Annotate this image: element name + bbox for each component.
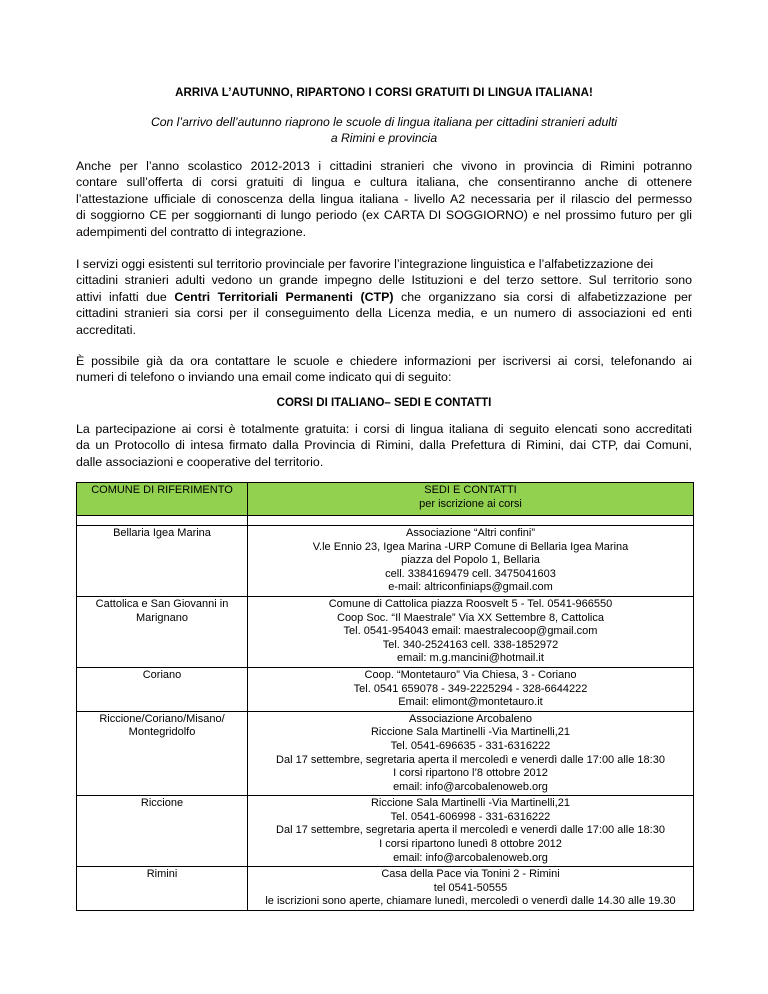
paragraph-line: numeri di telefono o inviando una email come indicato qui di seguito: — [76, 370, 452, 385]
spacer-cell — [77, 516, 248, 526]
contatti-cell — [248, 796, 694, 867]
paragraph-line — [76, 289, 692, 305]
contatti-cell — [248, 596, 694, 667]
contact-line: Dal 17 settembre, segretaria aperta il mercoledì e venerdì dalle 17:00 alle 18:30 — [276, 753, 665, 766]
document-subtitle — [0, 114, 768, 146]
subtitle-line: Con l’arrivo dell’autunno riaprono le scuole di lingua italiana per cittadini stranieri adulti — [150, 115, 618, 129]
contact-line: email: m.g.mancini@hotmail.it — [397, 652, 544, 665]
contact-line: Associazione Arcobaleno — [409, 712, 532, 725]
spacer-cell — [248, 516, 694, 526]
paragraph-line: di soggiorno CE per soggiornanti di lungo periodo (ex CARTA DI SOGGIORNO) e nel prossimo futuro per gli — [76, 208, 692, 223]
contact-line: Casa della Pace via Tonini 2 - Rimini — [381, 868, 560, 881]
contact-line: Riccione Sala Martinelli -Via Martinelli,21 — [370, 797, 571, 810]
document-title: ARRIVA L’AUTUNNO, RIPARTONO I CORSI GRATUITI DI LINGUA ITALIANA! — [175, 87, 593, 99]
paragraph-line: Anche per l’anno scolastico 2012-2013 i cittadini stranieri che vivono in provincia di Rimini potranno — [76, 159, 692, 173]
paragraph-line: adempimenti del contratto di integrazione. — [76, 224, 307, 239]
comune-cell — [77, 711, 248, 796]
contact-line: Tel. 0541-606998 - 331-6316222 — [390, 810, 551, 823]
ctp-highlight: Centri Territoriali Permanenti (CTP) — [174, 289, 394, 304]
comune-cell — [77, 867, 248, 911]
comune-name: Montegridolfo — [128, 726, 196, 739]
contact-line: Coop Soc. “Il Maestrale” Via XX Settembre 8, Cattolica — [337, 611, 604, 624]
comune-name: Cattolica e San Giovanni in — [95, 597, 229, 610]
contact-line: Tel. 0541-696635 - 331-6316222 — [390, 739, 551, 752]
contact-line: e-mail: altriconfiniaps@gmail.com — [388, 581, 553, 594]
contact-line: Email: elimont@montetauro.it — [398, 696, 543, 709]
contact-line: piazza del Popolo 1, Bellaria — [401, 554, 540, 567]
contact-line: Associazione “Altri confini” — [406, 527, 535, 539]
header-cell-comune — [77, 483, 248, 516]
table-row — [77, 711, 694, 796]
contact-line: tel 0541-50555 — [433, 881, 508, 894]
contact-line: I corsi ripartono lunedì 8 ottobre 2012 — [379, 838, 562, 851]
contact-line: Tel. 340-2524163 cell. 338-1852972 — [382, 638, 559, 651]
text-segment: attivi infatti due — [76, 289, 175, 304]
table-row — [77, 867, 694, 911]
paragraph-line: accreditati. — [76, 322, 136, 337]
intro-paragraph — [76, 158, 692, 240]
paragraph-line: La partecipazione ai corsi è totalmente gratuita: i corsi di lingua italiana di seguito elencati sono accreditati — [76, 422, 692, 436]
contact-line: email: info@arcobalenoweb.org — [393, 851, 548, 864]
contacts-table — [76, 482, 694, 911]
services-paragraph — [76, 256, 692, 338]
comune-name: Riccione/Coriano/Misano/ — [99, 712, 225, 725]
contact-line: Tel. 0541-954043 email: maestralecoop@gmail.com — [343, 625, 598, 638]
table-row — [77, 526, 694, 597]
paragraph-line: l’attestazione ufficiale di conoscenza della lingua italiana - livello A2 necessaria per il rilascio del permesso — [76, 191, 692, 206]
contact-line: Dal 17 settembre, segretaria aperta il mercoledì e venerdì dalle 17:00 alle 18:30 — [276, 824, 665, 837]
comune-name: Bellaria Igea Marina — [113, 527, 211, 539]
table-row — [77, 796, 694, 867]
header-label: COMUNE DI RIFERIMENTO — [91, 484, 233, 496]
paragraph-line: da un Protocollo di intesa firmato dalla Provincia di Rimini, dalla Prefettura di Rimini, dai CTP, dai Comuni, — [76, 438, 692, 453]
comune-cell — [77, 796, 248, 867]
participation-paragraph — [76, 421, 692, 470]
comune-name: Coriano — [142, 668, 182, 681]
contatti-cell — [248, 867, 694, 911]
contact-line: I corsi ripartono l’8 ottobre 2012 — [393, 767, 548, 780]
comune-cell — [77, 526, 248, 597]
paragraph-line: dalle associazioni e cooperative del territorio. — [76, 454, 324, 469]
table-row — [77, 667, 694, 711]
comune-name: Riccione — [140, 797, 184, 810]
contatti-cell — [248, 667, 694, 711]
table-header-row — [77, 483, 694, 516]
comune-cell — [77, 596, 248, 667]
table-row — [77, 596, 694, 667]
paragraph-line: I servizi oggi esistenti sul territorio provinciale per favorire l’integrazione linguistica e l’alfabetizzazione dei — [76, 257, 654, 271]
paragraph-line: cittadini stranieri adulti vedono un grande impegno delle Istituzioni e del terzo settore. Sul territorio sono — [76, 273, 692, 288]
paragraph-line: cittadini stranieri sia corsi per il conseguimento della Licenza media, e un numero di associazioni ed enti — [76, 306, 692, 321]
contatti-cell — [248, 711, 694, 796]
text-segment: che organizzano sia corsi di alfabetizzazione per — [393, 289, 693, 304]
comune-cell — [77, 667, 248, 711]
contact-line: Comune di Cattolica piazza Roosvelt 5 - Tel. 0541-966550 — [328, 597, 613, 610]
paragraph-line: È possibile già da ora contattare le scuole e chiedere informazioni per iscriversi ai corsi, telefonando ai — [76, 354, 692, 368]
paragraph-line: contare sull’offerta di corsi gratuiti di lingua e cultura italiana, che consentiranno anche di ottenere — [76, 175, 692, 190]
contact-line: email: info@arcobalenoweb.org — [393, 780, 548, 793]
comune-name: Rimini — [146, 868, 178, 881]
header-cell-contatti — [248, 483, 694, 516]
section-title: CORSI DI ITALIANO– SEDI E CONTATTI — [276, 397, 492, 409]
contact-line: V.le Ennio 23, Igea Marina -URP Comune di Bellaria Igea Marina — [312, 540, 629, 553]
contatti-cell — [248, 526, 694, 597]
header-sublabel: per iscrizione ai corsi — [419, 497, 522, 510]
subtitle-line: a Rimini e provincia — [330, 131, 438, 145]
table-spacer-row — [77, 516, 694, 526]
contact-line: Riccione Sala Martinelli -Via Martinelli,21 — [370, 726, 571, 739]
contact-line: le iscrizioni sono aperte, chiamare lunedì, mercoledì o venerdì dalle 14.30 alle 19.30 — [265, 895, 676, 908]
comune-name: Marignano — [136, 611, 188, 624]
header-label: SEDI E CONTATTI — [424, 484, 517, 496]
contact-line: Coop. “Montetauro” Via Chiesa, 3 - Coriano — [364, 668, 577, 681]
contact-line: cell. 3384169479 cell. 3475041603 — [385, 567, 556, 580]
contact-line: Tel. 0541 659078 - 349-2225294 - 328-6644222 — [353, 682, 588, 695]
contact-paragraph — [76, 353, 692, 386]
